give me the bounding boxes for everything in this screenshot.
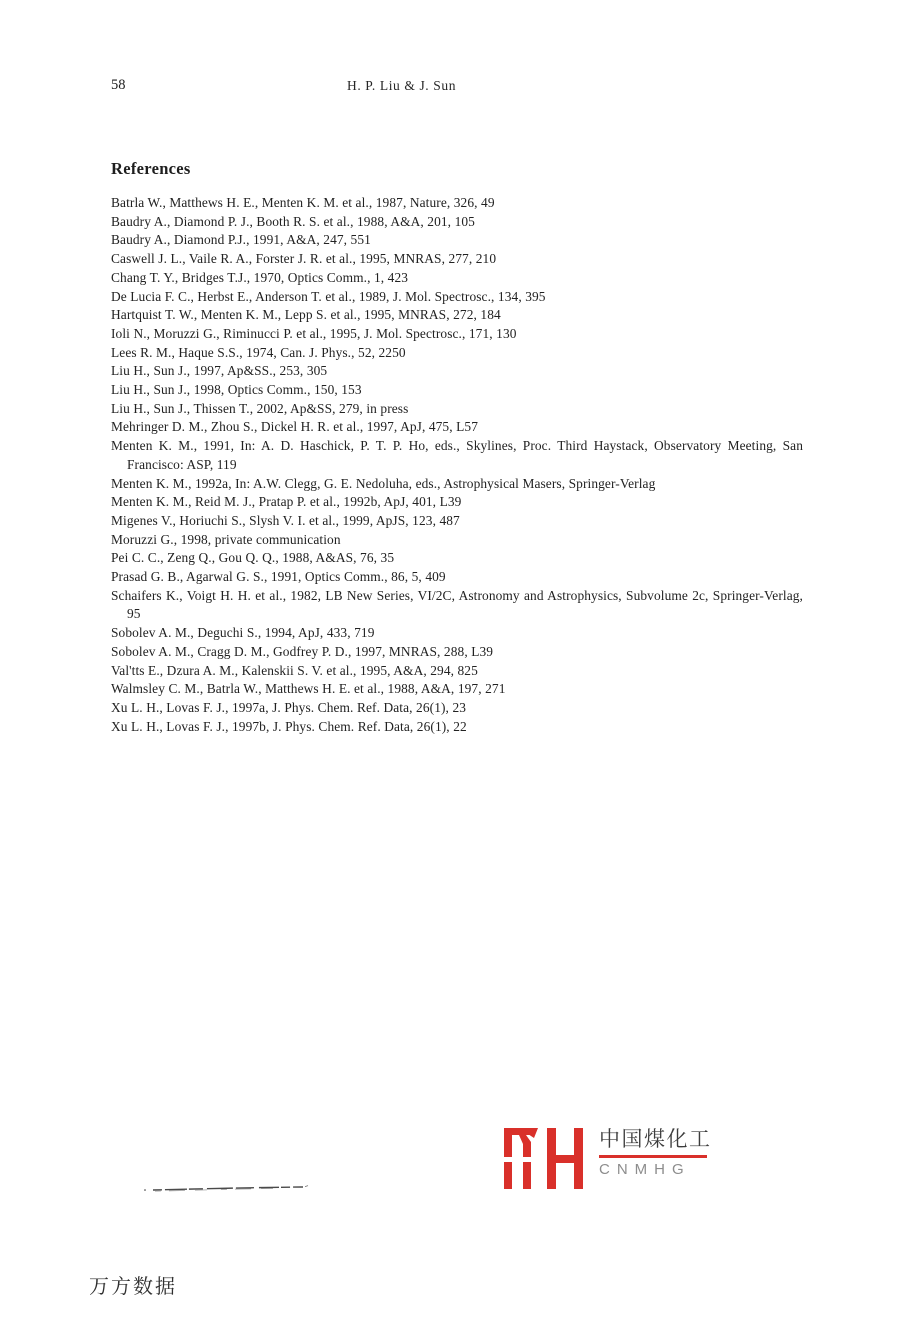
reference-entry: Prasad G. B., Agarwal G. S., 1991, Optics Comm., 86, 5, 409 [111,569,446,585]
scan-artifact-line [143,1181,313,1199]
reference-entry: Xu L. H., Lovas F. J., 1997a, J. Phys. Chem. Ref. Data, 26(1), 23 [111,699,467,715]
reference-entry: Caswell J. L., Vaile R. A., Forster J. R. et al., 1995, MNRAS, 277, 210 [111,251,497,267]
logo-subtitle-en: CNMHG [599,1161,691,1178]
reference-entry: Val'tts E., Dzura A. M., Kalenskii S. V. et al., 1995, A&A, 294, 825 [111,662,478,678]
reference-entry: Xu L. H., Lovas F. J., 1997b, J. Phys. Chem. Ref. Data, 26(1), 22 [111,718,467,734]
reference-entry: Batrla W., Matthews H. E., Menten K. M. et al., 1987, Nature, 326, 49 [111,195,495,210]
reference-entry: Lees R. M., Haque S.S., 1974, Can. J. Phys., 52, 2250 [111,344,406,360]
reference-entry: Moruzzi G., 1998, private communication [111,531,341,547]
reference-entry: Menten K. M., 1992a, In: A.W. Clegg, G. E. Nedoluha, eds., Astrophysical Masers, Springer-Verlag [111,475,656,491]
reference-entry: Walmsley C. M., Batrla W., Matthews H. E. et al., 1988, A&A, 197, 271 [111,681,506,697]
reference-entry: Menten K. M., 1991, In: A. D. Haschick, P. T. P. Ho, eds., Skylines, Proc. Third Haystack, Observatory Meeting, San Francisco: ASP, 119 [111,438,803,472]
reference-entry: Migenes V., Horiuchi S., Slysh V. I. et al., 1999, ApJS, 123, 487 [111,512,460,528]
references-list [111,194,803,736]
reference-entry: Liu H., Sun J., 1998, Optics Comm., 150, 153 [111,382,362,398]
reference-entry: Baudry A., Diamond P.J., 1991, A&A, 247, 551 [111,232,371,248]
reference-entry: Menten K. M., Reid M. J., Pratap P. et al., 1992b, ApJ, 401, L39 [111,494,462,510]
logo-text-column [599,1128,712,1178]
mh-monogram-icon [504,1128,585,1189]
reference-entry: Sobolev A. M., Cragg D. M., Godfrey P. D., 1997, MNRAS, 288, L39 [111,643,494,659]
reference-entry: De Lucia F. C., Herbst E., Anderson T. et al., 1989, J. Mol. Spectrosc., 134, 395 [111,288,546,304]
cnmhg-watermark-logo [504,1128,712,1189]
reference-entry: Chang T. Y., Bridges T.J., 1970, Optics Comm., 1, 423 [111,269,409,285]
reference-entry: Liu H., Sun J., Thissen T., 2002, Ap&SS, 279, in press [111,400,409,416]
page-number: 58 [111,77,126,93]
references-heading: References [111,159,191,178]
logo-rule [599,1155,707,1158]
reference-entry: Ioli N., Moruzzi G., Riminucci P. et al., 1995, J. Mol. Spectrosc., 171, 130 [111,325,517,341]
logo-title-cn: 中国煤化工 [599,1128,712,1151]
reference-entry: Hartquist T. W., Menten K. M., Lepp S. et al., 1995, MNRAS, 272, 184 [111,307,501,323]
reference-entry: Baudry A., Diamond P. J., Booth R. S. et al., 1988, A&A, 201, 105 [111,213,475,229]
reference-entry: Schaifers K., Voigt H. H. et al., 1982, LB New Series, VI/2C, Astronomy and Astrophysics, Subvolume 2c, Springer-Verlag, 95 [111,587,803,622]
running-title: H. P. Liu & J. Sun [347,78,457,93]
reference-entry: Mehringer D. M., Zhou S., Dickel H. R. et al., 1997, ApJ, 475, L57 [111,419,478,435]
reference-entry: Pei C. C., Zeng Q., Gou Q. Q., 1988, A&AS, 76, 35 [111,550,395,566]
wanfang-watermark: 万方数据 [89,1276,177,1298]
reference-entry: Sobolev A. M., Deguchi S., 1994, ApJ, 433, 719 [111,625,375,641]
reference-entry: Liu H., Sun J., 1997, Ap&SS., 253, 305 [111,363,328,379]
